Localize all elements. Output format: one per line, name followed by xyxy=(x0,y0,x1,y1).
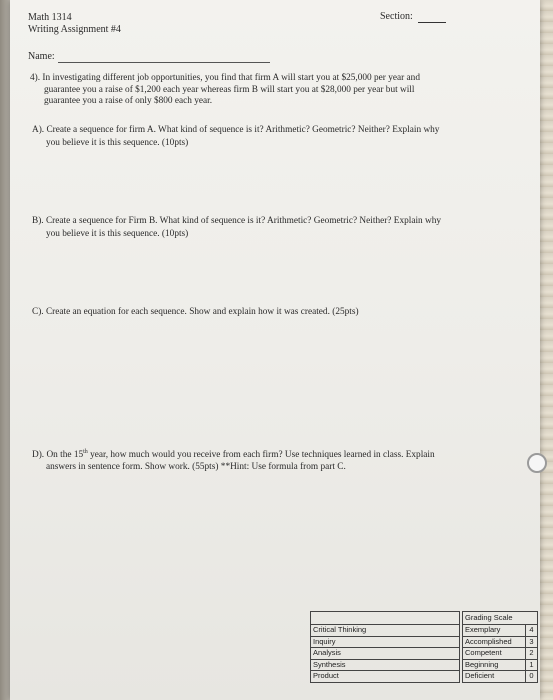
part-a-line: you believe it is this sequence. (10pts) xyxy=(46,138,189,148)
grade-label: Beginning xyxy=(463,660,526,671)
part-d-rest: year, how much would you receive from each firm? Use techniques learned in class. Explain xyxy=(87,450,435,460)
grade-points: 0 xyxy=(529,671,534,680)
grading-scale-row xyxy=(463,660,537,672)
grade-points: 4 xyxy=(529,625,534,634)
grading-scale-row xyxy=(463,625,537,637)
grading-scale-row xyxy=(463,637,537,649)
rubric-criteria-header xyxy=(311,612,459,625)
worksheet-page xyxy=(10,0,540,700)
part-d-question xyxy=(32,450,435,473)
grade-label: Deficient xyxy=(463,671,526,682)
rubric-criterion: Inquiry xyxy=(311,637,459,649)
rubric-criterion: Product xyxy=(313,671,339,680)
grading-scale-title: Grading Scale xyxy=(463,612,537,625)
rubric-criterion: Analysis xyxy=(311,648,459,660)
question-4-line: guarantee you a raise of only $800 each year. xyxy=(44,96,213,106)
name-blank-line xyxy=(58,62,270,63)
rubric-criteria-table xyxy=(310,611,460,683)
section-blank-line xyxy=(418,22,446,23)
grade-points: 1 xyxy=(529,659,534,669)
part-b-question xyxy=(32,215,441,241)
part-d-line xyxy=(32,450,435,462)
name-label: Name: xyxy=(28,51,55,62)
section-label: Section: xyxy=(380,11,413,22)
grading-scale-row xyxy=(463,648,537,660)
part-b-line: you believe it is this sequence. (10pts) xyxy=(46,229,189,239)
part-c-question xyxy=(32,307,359,319)
question-4-line: 4). In investigating different job opportunities, you find that firm A will start you at $25,000 per year and xyxy=(30,73,420,83)
grade-label: Competent xyxy=(463,648,526,659)
part-c-line: C). Create an equation for each sequence. Show and explain how it was created. (25pts) xyxy=(32,307,359,317)
grade-label: Accomplished xyxy=(463,637,526,648)
question-4-line: guarantee you a raise of $1,200 each year whereas firm B will start you at $28,000 per year but will xyxy=(44,84,415,95)
grade-label: Exemplary xyxy=(463,625,526,636)
rubric-criterion: Critical Thinking xyxy=(311,625,459,637)
grading-scale-row xyxy=(463,671,537,682)
question-4 xyxy=(30,73,420,108)
assignment-title: Writing Assignment #4 xyxy=(28,24,121,35)
rubric-criterion: Synthesis xyxy=(311,660,459,672)
part-d-superscript: th xyxy=(83,448,88,455)
grade-points: 2 xyxy=(529,648,534,657)
grading-scale-table xyxy=(462,611,538,683)
part-a-line: A). Create a sequence for firm A. What kind of sequence is it? Arithmetic? Geometric? Neither? Explain why xyxy=(32,125,440,135)
part-d-prefix: D). On the 15 xyxy=(32,450,84,460)
part-b-line: B). Create a sequence for Firm B. What kind of sequence is it? Arithmetic? Geometric? Neither? Explain why xyxy=(32,216,442,226)
part-d-line: answers in sentence form. Show work. (55pts) **Hint: Use formula from part C. xyxy=(46,461,346,472)
part-a-question xyxy=(32,124,439,150)
grade-points: 3 xyxy=(529,636,534,646)
course-title: Math 1314 xyxy=(28,12,72,23)
binder-ring-icon xyxy=(527,453,547,473)
